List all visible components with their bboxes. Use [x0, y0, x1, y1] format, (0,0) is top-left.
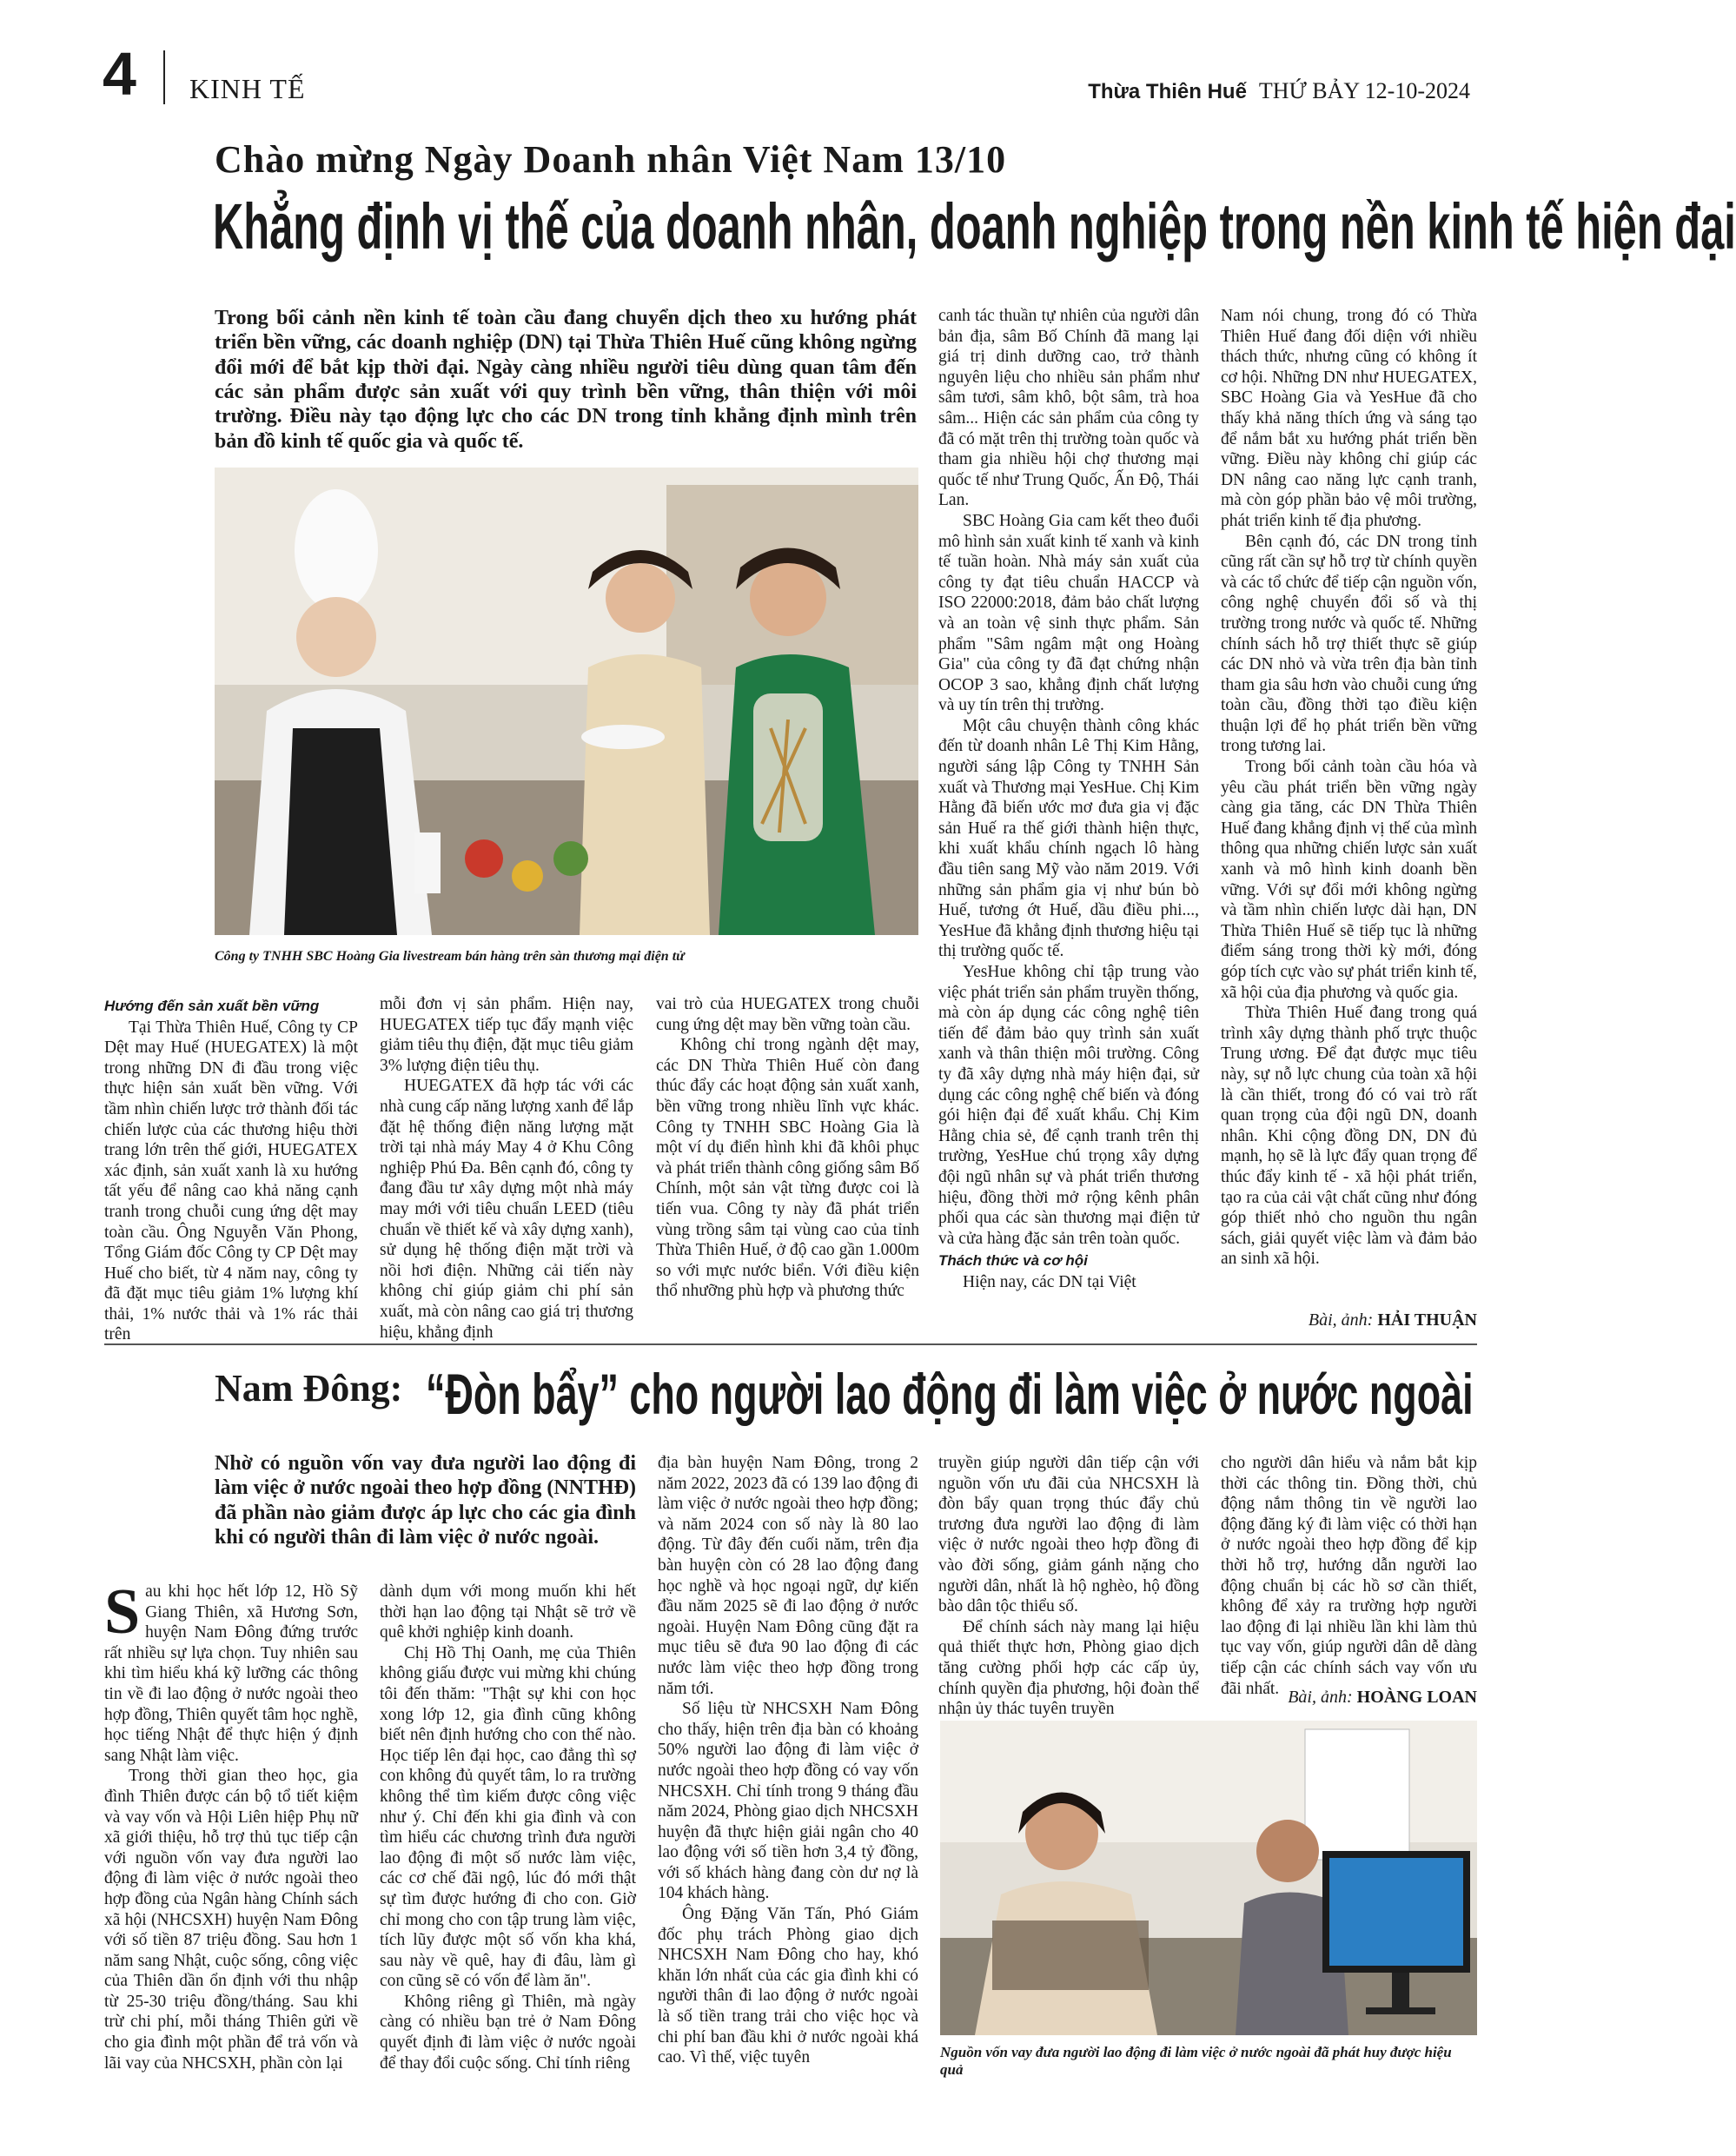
byline-author: HẢI THUẬN	[1377, 1310, 1477, 1330]
article1-subhead-2: Thách thức và cơ hội	[938, 1252, 1088, 1270]
article1-col4-para: Một câu chuyện thành công khác đến từ doanh nhân Lê Thị Kim Hằng, người sáng lập Công ty TNHH Sản xuất và Thương mại YesHue. Chị Kim Hằng đã biến ước mơ đưa gia vị đặc sản Huế ra thế giới thành hiện thực, khi xuất khẩu chính ngạch lô hàng đầu tiên sang Mỹ vào năm 2019. Với những sản phẩm gia vị như bún bò Huế, tương ớt Huế, dầu điều phi..., YesHue đã khẳng định thương hiệu tại thị trường quốc tế.	[938, 716, 1200, 961]
article2-col5-para: cho người dân hiểu và nắm bắt kịp thời các thông tin. Đồng thời, chủ động nắm thông tin về người lao động đăng ký đi làm việc có thời hạn ở nước ngoài theo hợp đồng để kịp thời hỗ trợ, hướng dẫn người lao động chuẩn bị các hồ sơ cần thiết, không để xảy ra trường hợp người lao động đi lại nhiều lần khi làm thủ tục vay vốn, giúp người dân dễ dàng tiếp cận các chính sách vay vốn ưu đãi nhất.	[1221, 1454, 1477, 1698]
article2-photo	[940, 1721, 1477, 2035]
article2-byline	[1221, 1688, 1477, 1708]
article2-kicker: Nam Đông:	[215, 1367, 403, 1410]
article1-col1-para: Tại Thừa Thiên Huế, Công ty CP Dệt may Huế (HUEGATEX) là một trong những DN đi đầu trong việc thực hiện sản xuất bền vững. Với tầm nhìn chiến lược trở thành đối tác chiến lược của các thương hiệu thời trang lớn trên thế giới, HUEGATEX xác định, sản xuất xanh là xu hướng tất yếu để nâng cao khả năng cạnh tranh trong chuỗi cung ứng dệt may toàn cầu. Ông Nguyễn Văn Phong, Tổng Giám đốc Công ty CP Dệt may Huế cho biết, từ 4 năm nay, công ty đã đặt mục tiêu giảm 1% lượng khí thải, 1% nước thải và 1% rác thải trên	[104, 1018, 358, 1344]
article2-lead: Nhờ có nguồn vốn vay đưa người lao động đi làm việc ở nước ngoài theo hợp đồng (NNTHĐ) đã phần nào giảm được áp lực cho các gia đình khi có người thân đi làm việc ở nước ngoài.	[215, 1452, 636, 1549]
section-divider	[104, 1343, 1477, 1345]
masthead	[1088, 78, 1470, 104]
article2-col3-para: địa bàn huyện Nam Đông, trong 2 năm 2022, 2023 đã có 139 lao động đi làm việc ở nước ngoài theo hợp đồng; và năm 2024 con số này là 80 lao động. Từ đây đến cuối năm, trên địa bàn huyện còn có 28 lao động đang học nghề và học ngoại ngữ, dự kiến đầu năm 2025 sẽ đi lao động ở nước ngoài. Huyện Nam Đông cũng đặt ra mục tiêu sẽ đưa 90 lao động đi các nước làm việc theo hợp đồng trong năm tới.	[658, 1454, 918, 1698]
article2-col3-para: Ông Đặng Văn Tấn, Phó Giám đốc phụ trách Phòng giao dịch NHCSXH Nam Đông cho hay, khó khăn lớn nhất của các gia đình khi có người thân đi lao động ở nước ngoài là số tiền trang trải cho việc học và chi phí ban đầu khi ở nước ngoài khá cao. Vì thế, việc tuyên	[658, 1905, 918, 2067]
bank-office-photo-illustration	[940, 1721, 1477, 2035]
section-title: KINH TẾ	[189, 73, 306, 104]
article1-col5-para: Nam nói chung, trong đó có Thừa Thiên Huế đang đối diện với nhiều thách thức, nhưng cũng có không ít cơ hội. Những DN như HUEGATEX, SBC Hoàng Gia và YesHue đã cho thấy khả năng thích ứng và sáng tạo để nắm bắt xu hướng phát triển bền vững. Điều này không chỉ giúp các DN nâng cao năng lực cạnh tranh, mà còn góp phần bảo vệ môi trường, phát triển kinh tế địa phương.	[1221, 307, 1477, 530]
article1-col2-para: mỗi đơn vị sản phẩm. Hiện nay, HUEGATEX tiếp tục đẩy mạnh việc giảm tiêu thụ điện, đặt mục tiêu giảm 3% lượng điện tiêu thụ.	[380, 995, 633, 1075]
article1-photo-caption: Công ty TNHH SBC Hoàng Gia livestream bán hàng trên sàn thương mại điện tử	[215, 949, 685, 964]
article2-col2-para: dành dụm với mong muốn khi hết thời hạn lao động tại Nhật sẽ trở về quê khởi nghiệp kinh doanh.	[380, 1582, 636, 1642]
article2-photo-caption: Nguồn vốn vay đưa người lao động đi làm việc ở nước ngoài đã phát huy được hiệu quả	[940, 2044, 1452, 2078]
article1-column-3	[656, 994, 919, 1335]
article2-column-4	[938, 1453, 1199, 1719]
issue-date: THỨ BẢY 12-10-2024	[1258, 78, 1470, 103]
article1-subhead-1: Hướng đến sản xuất bền vững	[104, 998, 320, 1014]
article1-col5-para: Trong bối cảnh toàn cầu hóa và yêu cầu phát triển bền vững ngày càng gia tăng, các DN Thừa Thiên Huế đang khẳng định vị thế của mình thông qua những chiến lược sản xuất xanh và mô hình kinh doanh bền vững. Với sự đổi mới không ngừng và tầm nhìn chiến lược dài hạn, DN Thừa Thiên Huế sẽ tiếp tục là những điểm sáng trong thời kỳ mới, đóng góp tích cực vào sự phát triển kinh tế, xã hội của địa phương và quốc gia.	[1221, 758, 1477, 1002]
article2-column-1	[104, 1576, 358, 2073]
article2-col1-first: au khi học hết lớp 12, Hồ Sỹ Giang Thiên, xã Hương Sơn, huyện Nam Đông đứng trước rất nhiều sự lựa chọn. Tuy nhiên sau khi tìm hiểu khá kỹ lưỡng các thông tin về đi lao động ở nước ngoài theo hợp đồng, Thiên quyết tâm học nghề, học tiếng Nhật để thực hiện ý định sang Nhật làm việc.	[104, 1582, 358, 1765]
article2-col1-para: Trong thời gian theo học, gia đình Thiên được cán bộ tổ tiết kiệm và vay vốn và Hội Liên hiệp Phụ nữ xã giới thiệu, hỗ trợ thủ tục tiếp cận với nguồn vốn vay đưa người lao động đi làm việc ở nước ngoài theo hợp đồng của Ngân hàng Chính sách xã hội (NHCSXH) huyện Nam Đông với số tiền 87 triệu đồng. Sau hơn 1 năm sang Nhật, cuộc sống, công việc của Thiên dần ổn định với thu nhập từ 25-30 triệu đồng/tháng. Sau khi trừ chi phí, mỗi tháng Thiên gửi về cho gia đình một phần để trả vốn và lãi vay của NHCSXH, phần còn lại	[104, 1767, 358, 2073]
article2-col4-para: Để chính sách này mang lại hiệu quả thiết thực hơn, Phòng giao dịch tăng cường phối hợp các cấp ủy, chính quyền địa phương, hội đoàn thể nhận ủy thác tuyên truyền	[938, 1617, 1199, 1719]
article2-headline: “Đòn bẩy” cho người lao động đi làm việc ở nước ngoài	[426, 1362, 1474, 1426]
article1-col5-para: Bên cạnh đó, các DN trong tỉnh cũng rất cần sự hỗ trợ từ chính quyền và các tổ chức để tiếp cận nguồn vốn, công nghệ chuyển đổi số và thị trường trong nước và quốc tế. Những chính sách hỗ trợ thiết thực sẽ giúp các DN nhỏ và vừa trên địa bàn tỉnh tham gia sâu hơn vào chuỗi cung ứng toàn cầu, đồng thời tạo điều kiện thuận lợi để họ phát triển bền vững trong tương lai.	[1221, 532, 1477, 756]
paper-name: Thừa Thiên Huế	[1088, 80, 1247, 103]
article1-column-2	[380, 994, 633, 1342]
article1-col4-para: canh tác thuần tự nhiên của người dân bản địa, sâm Bố Chính đã mang lại giá trị dinh dưỡng cao, trở thành nguyên liệu cho nhiều sản phẩm như sâm tươi, sâm khô, bột sâm, trà hoa sâm... Hiện các sản phẩm của công ty đã có mặt trên thị trường toàn quốc và tham gia nhiều hội chợ thương mại quốc tế như Trung Quốc, Ấn Độ, Thái Lan.	[938, 307, 1199, 510]
header-divider	[163, 50, 165, 104]
article2-col3-para: Số liệu từ NHCSXH Nam Đông cho thấy, hiện trên địa bàn có khoảng 50% người lao động đi làm việc ở nước ngoài theo hợp đồng có vay vốn NHCSXH. Chỉ tính trong 9 tháng đầu năm 2024, Phòng giao dịch NHCSXH huyện đã thực hiện giải ngân cho 40 lao động với số tiền hơn 3,4 tỷ đồng, với số khách hàng đang còn dư nợ là 104 khách hàng.	[658, 1700, 918, 1903]
page-number: 4	[103, 40, 136, 108]
article1-headline: Khẳng định vị thế của doanh nhân, doanh nghiệp trong nền kinh tế hiện đại	[213, 190, 1736, 262]
byline-author: HOÀNG LOAN	[1356, 1688, 1477, 1707]
article1-col4-para: YesHue không chỉ tập trung vào việc phát triển sản phẩm truyền thống, mà còn áp dụng các công nghệ tiên tiến để đảm bảo quy trình sản xuất xanh và thân thiện môi trường. Công ty đã xây dựng nhà máy hiện đại, sử dụng các công nghệ chế biến và đóng gói hiện đại để xuất khẩu. Chị Kim Hằng chia sẻ, để cạnh tranh trên thị trường, YesHue chú trọng xây dựng đội ngũ nhân sự và phát triển thương hiệu, đồng thời mở rộng kênh phân phối qua các sàn thương mại điện tử và cửa hàng đặc sản trên toàn quốc.	[938, 963, 1199, 1248]
article1-col5-para: Thừa Thiên Huế đang trong quá trình xây dựng thành phố trực thuộc Trung ương. Để đạt được mục tiêu này, sự nỗ lực chung của toàn xã hội là cần thiết, trong đó có vai trò rất quan trọng của đội ngũ DN, doanh nhân. Khi cộng đồng DN, DN đủ mạnh, họ sẽ là lực đẩy quan trọng để thúc đẩy kinh tế - xã hội phát triển, tạo ra của cải vật chất cũng như đóng góp thiết nhỏ cho nguồn thu ngân sách, giải quyết việc làm và đảm bảo an sinh xã hội.	[1221, 1004, 1477, 1269]
article1-col4-para: SBC Hoàng Gia cam kết theo đuổi mô hình sản xuất kinh tế xanh và kinh tế tuần hoàn. Nhà máy sản xuất của công ty đạt tiêu chuẩn HACCP và ISO 22000:2018, đảm bảo chất lượng và an toàn vệ sinh thực phẩm. Sản phẩm "Sâm ngâm mật ong Hoàng Gia" của công ty đã đạt chứng nhận OCOP 3 sao, khẳng định chất lượng và uy tín trên thị trường.	[938, 511, 1199, 715]
article2-column-2	[380, 1582, 636, 2073]
article1-col3-para: Không chỉ trong ngành dệt may, các DN Thừa Thiên Huế còn đang thúc đẩy các hoạt động sản xuất xanh, bền vững trong nhiều lĩnh vực khác. Công ty TNHH SBC Hoàng Gia là một ví dụ điển hình khi đã khôi phục và phát triển thành công giống sâm Bố Chính, một sản vật từng được coi là tiến vua. Công ty này đã phát triển vùng trồng sâm tại vùng cao của tỉnh Thừa Thiên Huế, ở độ cao gần 1.000m so với mực nước biển. Với điều kiện thổ nhưỡng phù hợp và phương thức	[656, 1036, 919, 1301]
article2-column-3	[658, 1453, 918, 2067]
dropcap: S	[104, 1576, 141, 1648]
article2-col2-para: Không riêng gì Thiên, mà ngày càng có nhiều bạn trẻ ở Nam Đông quyết định đi làm việc ở nước ngoài để thay đổi cuộc sống. Chỉ tính riêng	[380, 1992, 636, 2073]
chefs-photo-illustration	[215, 468, 918, 935]
article1-col2-para: HUEGATEX đã hợp tác với các nhà cung cấp năng lượng xanh để lắp đặt hệ thống điện năng lượng mặt trời tại nhà máy May 4 ở Khu Công nghiệp Phú Đa. Bên cạnh đó, công ty đang đầu tư xây dựng một nhà máy may mới với tiêu chuẩn LEED (tiêu chuẩn về thiết kế và xây dựng xanh), sử dụng hệ thống điện mặt trời và nồi hơi điện. Những cải tiến này không chỉ giúp giảm chi phí sản xuất, mà còn nâng cao giá trị thương hiệu, khẳng định	[380, 1077, 633, 1342]
article1-lead: Trong bối cảnh nền kinh tế toàn cầu đang chuyển dịch theo xu hướng phát triển bền vững, các doanh nghiệp (DN) tại Thừa Thiên Huế cũng không ngừng đổi mới để bắt kịp thời đại. Ngày càng nhiều người tiêu dùng quan tâm đến các sản phẩm được sản xuất với quy trình bền vững, thân thiện với môi trường. Điều này tạo động lực cho các DN trong tỉnh khẳng định mình trên bản đồ kinh tế quốc gia và quốc tế.	[215, 307, 917, 453]
article1-column-4	[938, 306, 1199, 1333]
article1-column-5	[1221, 306, 1477, 1305]
article1-byline	[1221, 1310, 1477, 1330]
article2-col4-para: truyền giúp người dân tiếp cận với nguồn vốn ưu đãi của NHCSXH là đòn bẩy quan trọng thúc đẩy chủ trương đưa người lao động đi làm việc ở nước ngoài theo hợp đồng đi vào đời sống, giảm gánh nặng cho người dân, nhất là hộ nghèo, hộ đồng bào dân tộc thiểu số.	[938, 1454, 1199, 1616]
article1-col3-para: vai trò của HUEGATEX trong chuỗi cung ứng dệt may bền vững toàn cầu.	[656, 995, 919, 1034]
article1-col4-end: Hiện nay, các DN tại Việt	[963, 1272, 1136, 1291]
article1-photo	[215, 468, 918, 935]
article1-column-1	[104, 994, 358, 1344]
article1-kicker: Chào mừng Ngày Doanh nhân Việt Nam 13/10	[215, 138, 1007, 181]
byline-label: Bài, ảnh:	[1308, 1310, 1374, 1330]
byline-label: Bài, ảnh:	[1288, 1688, 1353, 1707]
article2-col2-para: Chị Hồ Thị Oanh, mẹ của Thiên không giấu được vui mừng khi chúng tôi đến thăm: "Thật sự khi con học xong lớp 12, gia đình cũng không biết nên định hướng cho con thế nào. Học tiếp lên đại học, cao đẳng thì sợ con không đủ quyết tâm, lo ra trường không thể tìm kiếm được công việc như ý. Chỉ đến khi gia đình và con tìm hiểu các chương trình đưa người lao động đi một số nước làm việc, các cơ chế đãi ngộ, lúc đó mới thật sự tìm được hướng đi cho con. Giờ chỉ mong cho con tập trung làm việc, tích lũy được một số vốn kha khá, sau này về quê, hay đi đâu, làm gì con cũng sẽ có vốn để làm ăn".	[380, 1643, 636, 1991]
